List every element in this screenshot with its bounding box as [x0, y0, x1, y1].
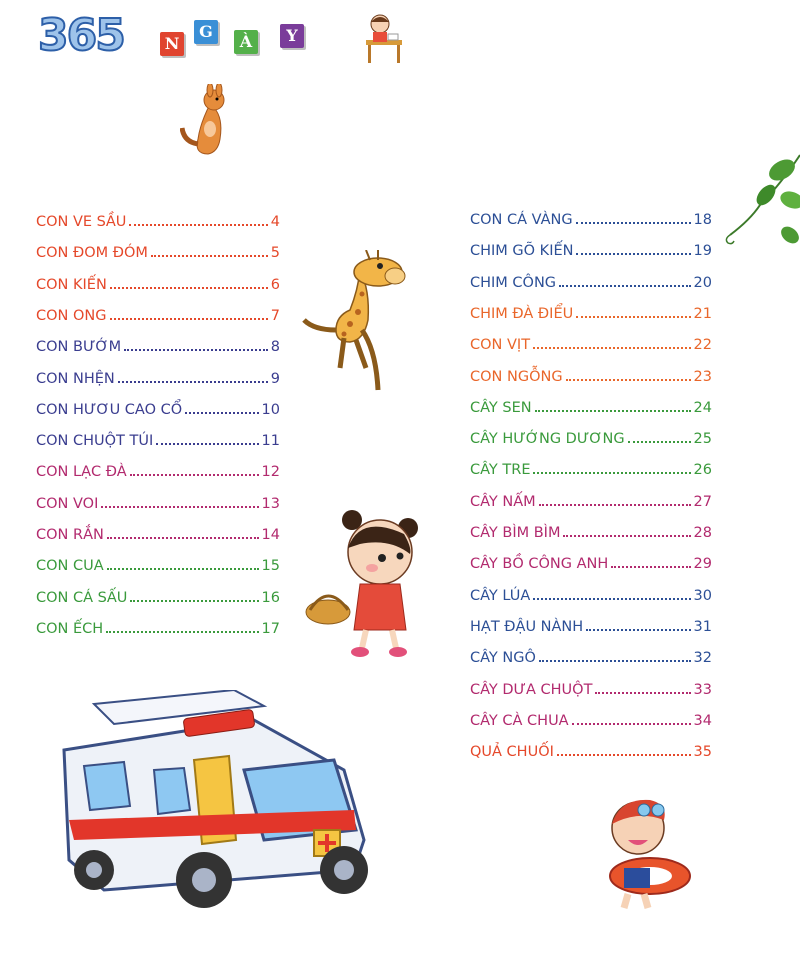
toc-entry-title: CÂY TRE [470, 462, 531, 479]
toc-entry[interactable] [470, 365, 712, 385]
toc-entry-page-number: 22 [693, 337, 712, 354]
toc-entry[interactable] [36, 273, 280, 293]
toc-entry[interactable] [470, 208, 712, 228]
toc-entry-title: CON NGỖNG [470, 368, 563, 385]
swimming-boy-icon [598, 796, 698, 911]
toc-entry-page-number: 19 [693, 243, 712, 260]
toc-entry-page-number: 8 [270, 339, 280, 356]
toc-dot-leader [106, 630, 258, 633]
toc-entry[interactable] [470, 740, 712, 760]
kid-at-desk-icon [360, 10, 408, 66]
toc-entry-title: CÂY HƯỚNG DƯƠNG [470, 431, 625, 448]
toc-entry-page-number: 9 [270, 370, 280, 387]
toc-entry-title: CHIM GÕ KIẾN [470, 243, 574, 260]
toc-dot-leader [563, 534, 690, 537]
toc-entry[interactable] [470, 521, 712, 541]
toc-entry-page-number: 28 [693, 525, 712, 541]
toc-dot-leader [566, 378, 691, 381]
toc-entry[interactable] [470, 709, 712, 729]
toc-entry-page-number: 13 [261, 495, 280, 512]
toc-entry-title: CÂY NGÔ [470, 650, 536, 667]
toc-entry-page-number: 10 [261, 401, 280, 418]
toc-entry[interactable] [470, 678, 712, 698]
toc-entry-page-number: 31 [693, 618, 712, 635]
toc-dot-leader [129, 223, 267, 226]
toc-entry-title: CÂY LÚA [470, 587, 531, 604]
toc-entry[interactable] [36, 586, 280, 606]
toc-entry-title: CÂY BÌM BÌM [470, 525, 561, 541]
toc-entry[interactable] [470, 333, 712, 353]
ambulance-icon [44, 690, 384, 915]
toc-entry-page-number: 24 [693, 399, 712, 416]
toc-entry-page-number: 12 [261, 464, 280, 481]
toc-dot-leader [130, 599, 258, 602]
toc-dot-leader [572, 722, 691, 725]
toc-entry[interactable] [470, 552, 712, 572]
toc-entry-page-number: 34 [693, 712, 712, 729]
toc-entry-title: CHIM CÔNG [470, 274, 557, 291]
toc-dot-leader [576, 221, 691, 224]
toc-dot-leader [533, 597, 690, 600]
toc-entry[interactable] [470, 490, 712, 510]
toc-entry[interactable] [470, 646, 712, 666]
toc-entry-page-number: 26 [693, 462, 712, 479]
toc-entry-title: CÂY BỒ CÔNG ANH [470, 556, 609, 573]
toc-entry-page-number: 30 [693, 587, 712, 604]
toc-entry-page-number: 11 [261, 433, 280, 450]
toc-dot-leader [185, 411, 258, 414]
toc-entry-title: CON KIẾN [36, 276, 107, 293]
kangaroo-icon [180, 84, 240, 164]
toc-dot-leader [576, 252, 690, 255]
toc-entry[interactable] [470, 271, 712, 291]
toc-dot-leader [533, 471, 690, 474]
toc-entry-page-number: 17 [261, 620, 280, 637]
girl-with-basket-icon [300, 508, 430, 663]
page-header [0, 0, 800, 80]
toc-entry-title: CON ĐOM ĐÓM [36, 245, 148, 262]
toc-entry-title: CON VE SẦU [36, 214, 127, 230]
toc-entry-title: CÂY SEN [470, 399, 532, 416]
toc-entry[interactable] [36, 335, 280, 355]
toc-entry-page-number: 33 [693, 681, 712, 698]
toc-entry-page-number: 21 [693, 305, 712, 322]
toc-entry-title: CON CUA [36, 558, 104, 575]
toc-entry-title: CON BƯỚM [36, 339, 122, 356]
toc-dot-leader [559, 284, 691, 287]
toc-entry-page-number: 4 [270, 214, 280, 230]
logo-letter-block: À [234, 30, 258, 54]
toc-entry-title: CON NHỆN [36, 370, 115, 387]
toc-dot-leader [539, 659, 691, 662]
toc-entry-title: CON VỊT [470, 337, 531, 354]
toc-entry-title: CÂY CÀ CHUA [470, 712, 569, 729]
toc-dot-leader [539, 503, 691, 506]
toc-entry-title: CON VOI [36, 495, 99, 512]
toc-dot-leader [557, 753, 691, 756]
toc-entry[interactable] [36, 210, 280, 230]
toc-entry[interactable] [36, 429, 280, 449]
toc-entry[interactable] [470, 458, 712, 478]
toc-entry-page-number: 27 [693, 493, 712, 510]
toc-entry[interactable] [36, 523, 280, 543]
giraffe-icon [300, 250, 415, 395]
toc-entry-title: CON LẠC ĐÀ [36, 464, 127, 481]
toc-entry-page-number: 32 [693, 650, 712, 667]
toc-entry-page-number: 6 [270, 276, 280, 293]
toc-dot-leader [124, 348, 268, 351]
toc-dot-leader [151, 254, 268, 257]
toc-dot-leader [107, 536, 259, 539]
toc-entry-page-number: 5 [270, 245, 280, 262]
toc-entry-page-number: 18 [693, 212, 712, 228]
toc-entry[interactable] [470, 239, 712, 259]
toc-entry[interactable] [36, 304, 280, 324]
toc-entry[interactable] [36, 554, 280, 574]
toc-entry-title: CON RẮN [36, 527, 104, 543]
toc-dot-leader [110, 317, 268, 320]
toc-entry[interactable] [470, 302, 712, 322]
logo-letter-block: Y [280, 24, 304, 48]
toc-dot-leader [535, 409, 691, 412]
toc-entry[interactable] [36, 398, 280, 418]
toc-entry-title: CON ONG [36, 307, 107, 324]
toc-dot-leader [595, 691, 690, 694]
toc-entry-title: CON ẾCH [36, 620, 104, 637]
logo-letter-block: G [194, 20, 218, 44]
toc-entry-title: CON HƯƠU CAO CỔ [36, 401, 183, 418]
toc-entry-title: CON CÁ SẤU [36, 589, 128, 606]
toc-dot-leader [586, 628, 690, 631]
toc-entry-page-number: 20 [693, 274, 712, 291]
logo-365: 365 [38, 10, 124, 61]
toc-entry[interactable] [470, 396, 712, 416]
toc-dot-leader [628, 440, 691, 443]
toc-dot-leader [611, 565, 690, 568]
toc-entry-title: HẠT ĐẬU NÀNH [470, 618, 584, 635]
toc-entry[interactable] [470, 427, 712, 447]
toc-entry[interactable] [470, 615, 712, 635]
toc-entry-page-number: 16 [261, 589, 280, 606]
toc-dot-leader [101, 505, 258, 508]
vine-leaves-icon [720, 145, 800, 275]
toc-dot-leader [130, 473, 259, 476]
toc-entry-page-number: 14 [261, 527, 280, 543]
toc-dot-leader [533, 346, 691, 349]
toc-entry-page-number: 25 [693, 431, 712, 448]
logo-letter-block: N [160, 32, 184, 56]
toc-dot-leader [156, 442, 258, 445]
toc-entry[interactable] [36, 460, 280, 480]
toc-entry[interactable] [36, 617, 280, 637]
toc-dot-leader [576, 315, 690, 318]
toc-dot-leader [107, 567, 259, 570]
toc-entry[interactable] [470, 584, 712, 604]
toc-entry-title: CÂY NẤM [470, 493, 536, 510]
toc-dot-leader [110, 286, 268, 289]
toc-entry[interactable] [36, 241, 280, 261]
toc-entry-page-number: 7 [270, 307, 280, 324]
toc-dot-leader [118, 380, 268, 383]
toc-entry[interactable] [36, 367, 280, 387]
toc-entry-title: QUẢ CHUỐI [470, 744, 554, 761]
toc-entry-page-number: 23 [693, 368, 712, 385]
toc-entry-page-number: 35 [693, 744, 712, 761]
toc-entry-title: CON CÁ VÀNG [470, 212, 573, 228]
toc-entry-page-number: 29 [693, 556, 712, 573]
toc-entry-title: CÂY DƯA CHUỘT [470, 681, 593, 698]
toc-entry[interactable] [36, 492, 280, 512]
toc-entry-title: CON CHUỘT TÚI [36, 433, 154, 450]
toc-entry-page-number: 15 [261, 558, 280, 575]
toc-entry-title: CHIM ĐÀ ĐIỂU [470, 305, 574, 322]
